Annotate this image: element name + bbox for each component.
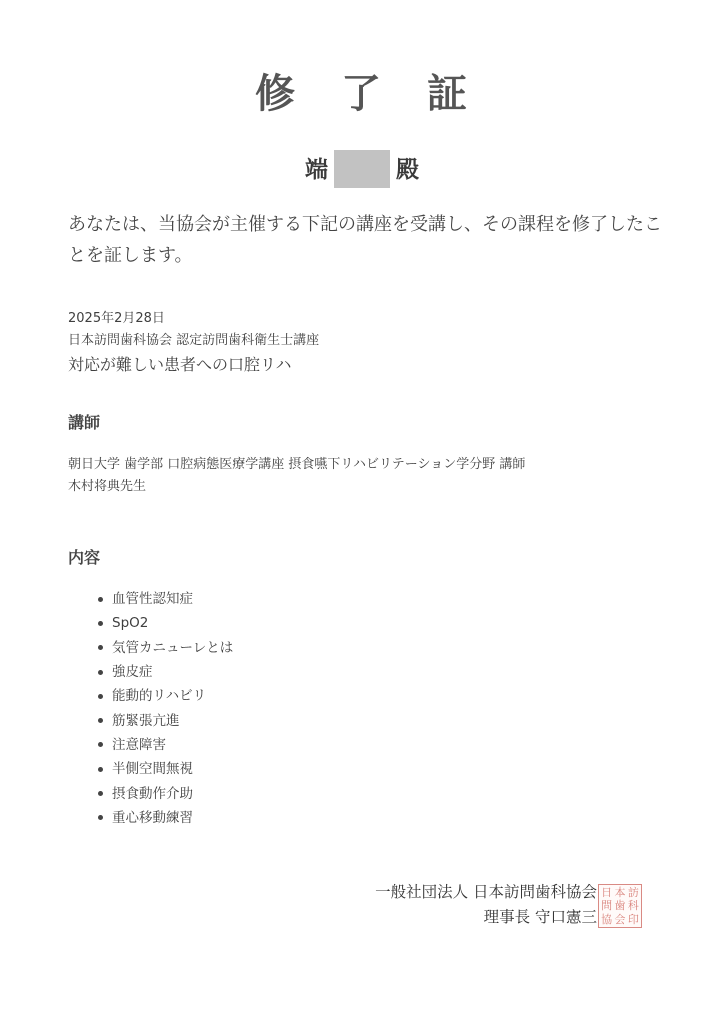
course-program: 日本訪問歯科協会 認定訪問歯科衛生士講座 (68, 333, 320, 348)
bullet-icon (98, 742, 103, 747)
issuer-organization: 一般社団法人 日本訪問歯科協会 (375, 883, 597, 901)
seal-char: 歯 (614, 899, 626, 913)
bullet-icon (98, 718, 103, 723)
instructor-heading: 講師 (68, 413, 101, 432)
list-item-label: 能動的リハビリ (112, 688, 207, 705)
list-item (98, 684, 233, 708)
issuer-representative: 理事長 守口憲三 (483, 908, 597, 926)
bullet-icon (98, 597, 103, 602)
list-item (98, 611, 233, 635)
contents-heading: 内容 (68, 548, 101, 567)
list-item (98, 781, 233, 805)
instructor-name: 木村将典先生 (68, 479, 147, 494)
issuer-block (375, 880, 597, 930)
list-item (98, 733, 233, 757)
list-item (98, 757, 233, 781)
contents-list (98, 587, 233, 830)
seal-char: 本 (614, 886, 626, 899)
list-item (98, 587, 233, 611)
list-item (98, 708, 233, 732)
official-seal-stamp (598, 884, 642, 928)
bullet-icon (98, 670, 103, 675)
bullet-icon (98, 791, 103, 796)
bullet-icon (98, 694, 103, 699)
seal-char: 会 (614, 912, 626, 926)
seal-char: 協 (601, 912, 613, 926)
seal-char: 問 (601, 899, 613, 913)
bullet-icon (98, 767, 103, 772)
list-item (98, 636, 233, 660)
instructor-info (68, 454, 668, 498)
list-item (98, 806, 233, 830)
bullet-icon (98, 645, 103, 650)
seal-char: 訪 (627, 886, 639, 899)
seal-char: 科 (627, 899, 639, 913)
bullet-icon (98, 815, 103, 820)
recipient-honorific: 殿 (396, 156, 419, 183)
certificate-title (0, 62, 724, 119)
list-item (98, 660, 233, 684)
course-title: 対応が難しい患者への口腔リハ (68, 355, 292, 374)
list-item-label: 強皮症 (112, 664, 153, 681)
recipient-line (0, 150, 724, 190)
course-info (68, 308, 668, 377)
list-item-label: 気管カニューレとは (112, 639, 234, 656)
list-item-label: SpO2 (112, 615, 149, 632)
course-date: 2025年2月28日 (68, 311, 165, 326)
list-item-label: 摂食動作介助 (112, 785, 193, 802)
list-item-label: 重心移動練習 (112, 809, 193, 826)
instructor-affiliation: 朝日大学 歯学部 口腔病態医療学講座 摂食嚥下リハビリテーション学分野 講師 (68, 457, 526, 472)
seal-char: 印 (627, 912, 639, 926)
certification-statement: あなたは、当協会が主催する下記の講座を受講し、その課程を修了したことを証します。 (68, 214, 662, 266)
title-char: 了 (341, 70, 383, 117)
list-item-label: 筋緊張亢進 (112, 712, 180, 729)
recipient-name-prefix: 端 (305, 156, 328, 183)
title-char: 修 (255, 70, 297, 117)
list-item-label: 注意障害 (112, 736, 166, 753)
list-item-label: 血管性認知症 (112, 591, 193, 608)
list-item-label: 半側空間無視 (112, 761, 193, 778)
seal-char: 日 (601, 886, 613, 899)
bullet-icon (98, 621, 103, 626)
redacted-name-block (334, 150, 390, 188)
title-char: 証 (427, 70, 469, 117)
